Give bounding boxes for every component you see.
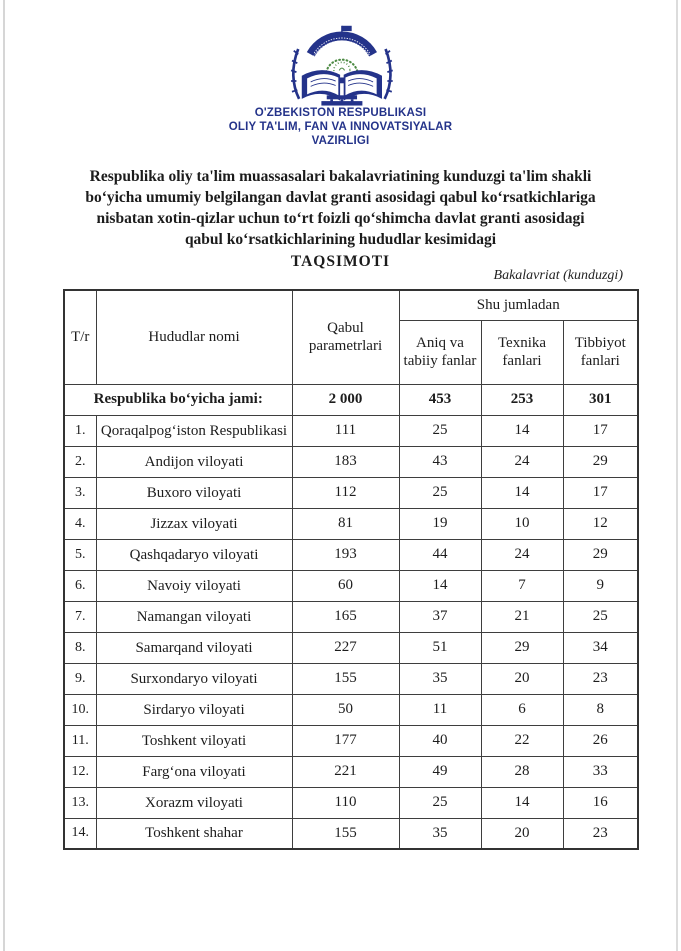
ministry-name-line2: OLIY TA'LIM, FAN VA INNOVATSIYALAR	[228, 121, 453, 133]
table-row	[64, 601, 638, 632]
cell-aniq: 43	[399, 446, 481, 477]
cell-tibbiyot: 29	[563, 446, 638, 477]
cell-texnika: 22	[481, 725, 563, 756]
cell-tibbiyot: 12	[563, 508, 638, 539]
cell-tibbiyot: 29	[563, 539, 638, 570]
cell-aniq: 25	[399, 477, 481, 508]
cell-qabul: 50	[292, 694, 399, 725]
cell-name: Fargʻona viloyati	[96, 756, 292, 787]
total-row	[64, 384, 638, 415]
col-header-qabul: Qabul parametrlari	[292, 290, 399, 384]
cell-tibbiyot: 23	[563, 818, 638, 849]
cell-num: 5.	[64, 539, 96, 570]
table-row	[64, 663, 638, 694]
cell-num: 13.	[64, 787, 96, 818]
cell-qabul: 193	[292, 539, 399, 570]
cell-name: Toshkent shahar	[96, 818, 292, 849]
cell-qabul: 60	[292, 570, 399, 601]
cell-tibbiyot: 8	[563, 694, 638, 725]
cell-aniq: 37	[399, 601, 481, 632]
cell-name: Toshkent viloyati	[96, 725, 292, 756]
table-row	[64, 632, 638, 663]
cell-qabul: 110	[292, 787, 399, 818]
table-caption: Bakalavriat (kunduzgi)	[493, 268, 623, 283]
cell-name: Xorazm viloyati	[96, 787, 292, 818]
cell-num: 8.	[64, 632, 96, 663]
cell-name: Samarqand viloyati	[96, 632, 292, 663]
cell-texnika: 14	[481, 415, 563, 446]
cell-qabul: 111	[292, 415, 399, 446]
cell-tibbiyot: 34	[563, 632, 638, 663]
total-tibbiyot: 301	[563, 384, 638, 415]
cell-texnika: 14	[481, 787, 563, 818]
col-header-region: Hududlar nomi	[96, 290, 292, 384]
cell-texnika: 7	[481, 570, 563, 601]
cell-num: 2.	[64, 446, 96, 477]
cell-aniq: 35	[399, 663, 481, 694]
total-qabul: 2 000	[292, 384, 399, 415]
cell-name: Namangan viloyati	[96, 601, 292, 632]
title-line2: boʻyicha umumiy belgilangan davlat granti asosidagi qabul koʻrsatkichlariga	[85, 189, 596, 206]
table-row	[64, 508, 638, 539]
ministry-emblem	[0, 24, 681, 111]
ministry-name	[0, 106, 681, 148]
cell-name: Surxondaryo viloyati	[96, 663, 292, 694]
cell-texnika: 28	[481, 756, 563, 787]
cell-name: Jizzax viloyati	[96, 508, 292, 539]
cell-name: Navoiy viloyati	[96, 570, 292, 601]
ministry-emblem-icon	[285, 24, 397, 106]
cell-texnika: 21	[481, 601, 563, 632]
cell-qabul: 112	[292, 477, 399, 508]
cell-tibbiyot: 16	[563, 787, 638, 818]
cell-aniq: 11	[399, 694, 481, 725]
cell-name: Qashqadaryo viloyati	[96, 539, 292, 570]
title-line4: qabul koʻrsatkichlarining hududlar kesimidagi	[184, 231, 497, 248]
cell-tibbiyot: 33	[563, 756, 638, 787]
cell-texnika: 10	[481, 508, 563, 539]
cell-num: 6.	[64, 570, 96, 601]
cell-num: 11.	[64, 725, 96, 756]
ministry-name-line1: O'ZBEKISTON RESPUBLIKASI	[254, 107, 427, 119]
cell-tibbiyot: 26	[563, 725, 638, 756]
cell-aniq: 44	[399, 539, 481, 570]
table-row	[64, 446, 638, 477]
total-texnika: 253	[481, 384, 563, 415]
cell-texnika: 24	[481, 446, 563, 477]
col-header-tr: T/r	[64, 290, 96, 384]
cell-aniq: 25	[399, 787, 481, 818]
cell-texnika: 20	[481, 818, 563, 849]
cell-qabul: 165	[292, 601, 399, 632]
cell-num: 12.	[64, 756, 96, 787]
col-header-texnika: Texnika fanlari	[481, 320, 563, 384]
cell-num: 10.	[64, 694, 96, 725]
admissions-table	[63, 289, 639, 850]
table-row	[64, 694, 638, 725]
cell-aniq: 25	[399, 415, 481, 446]
cell-texnika: 24	[481, 539, 563, 570]
cell-num: 14.	[64, 818, 96, 849]
cell-name: Sirdaryo viloyati	[96, 694, 292, 725]
cell-num: 9.	[64, 663, 96, 694]
cell-tibbiyot: 17	[563, 477, 638, 508]
cell-qabul: 183	[292, 446, 399, 477]
cell-qabul: 81	[292, 508, 399, 539]
cell-texnika: 29	[481, 632, 563, 663]
cell-tibbiyot: 25	[563, 601, 638, 632]
table-row	[64, 539, 638, 570]
title-line3: nisbatan xotin-qizlar uchun toʻrt foizli qoʻshimcha davlat granti asosidagi	[96, 210, 585, 227]
cell-qabul: 177	[292, 725, 399, 756]
table-row	[64, 415, 638, 446]
col-header-tibbiyot: Tibbiyot fanlari	[563, 320, 638, 384]
cell-num: 1.	[64, 415, 96, 446]
cell-tibbiyot: 23	[563, 663, 638, 694]
document-title	[40, 166, 641, 272]
table-row	[64, 818, 638, 849]
cell-num: 4.	[64, 508, 96, 539]
cell-texnika: 6	[481, 694, 563, 725]
cell-name: Buxoro viloyati	[96, 477, 292, 508]
cell-qabul: 155	[292, 663, 399, 694]
table-row	[64, 570, 638, 601]
cell-aniq: 51	[399, 632, 481, 663]
table-row	[64, 787, 638, 818]
cell-aniq: 49	[399, 756, 481, 787]
table-row	[64, 725, 638, 756]
ministry-name-line3: VAZIRLIGI	[311, 135, 370, 147]
cell-tibbiyot: 9	[563, 570, 638, 601]
cell-aniq: 14	[399, 570, 481, 601]
cell-texnika: 14	[481, 477, 563, 508]
cell-name: Andijon viloyati	[96, 446, 292, 477]
table-row	[64, 756, 638, 787]
title-emphasis: TAQSIMOTI	[290, 253, 391, 270]
title-line1: Respublika oliy ta'lim muassasalari bakalavriatining kunduzgi ta'lim shakli	[89, 168, 592, 185]
cell-aniq: 19	[399, 508, 481, 539]
cell-qabul: 227	[292, 632, 399, 663]
cell-name: Qoraqalpogʻiston Respublikasi	[96, 415, 292, 446]
cell-aniq: 35	[399, 818, 481, 849]
cell-qabul: 155	[292, 818, 399, 849]
col-header-aniq: Aniq va tabiiy fanlar	[399, 320, 481, 384]
total-label: Respublika boʻyicha jami:	[64, 384, 292, 415]
table-row	[64, 477, 638, 508]
cell-num: 3.	[64, 477, 96, 508]
table-body	[64, 384, 638, 849]
cell-texnika: 20	[481, 663, 563, 694]
col-header-group: Shu jumladan	[399, 290, 638, 320]
cell-num: 7.	[64, 601, 96, 632]
total-aniq: 453	[399, 384, 481, 415]
cell-tibbiyot: 17	[563, 415, 638, 446]
cell-qabul: 221	[292, 756, 399, 787]
cell-aniq: 40	[399, 725, 481, 756]
